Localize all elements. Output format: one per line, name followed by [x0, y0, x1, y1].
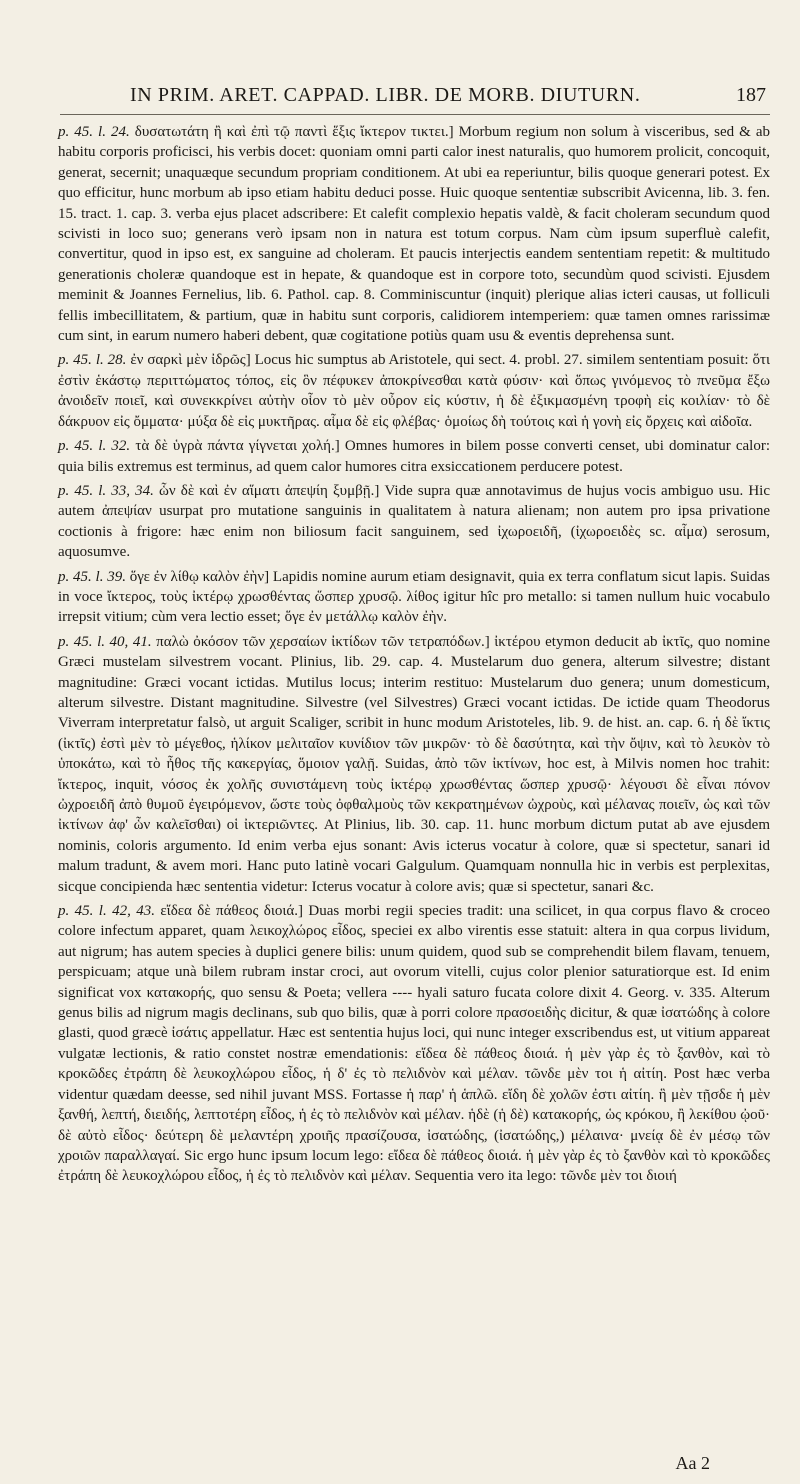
line-reference: p. 45. l. 28. — [58, 352, 127, 369]
line-reference: p. 45. l. 24. — [58, 124, 130, 140]
paragraph-text: τὰ δὲ ὑγρὰ πάντα γίγνεται χολή.] Omnes humores in bilem posse converti censet, ubi dominatur calor: quia bilis extremus est terminus, ad quem calor humores citra exsiccationem perducere potest. — [58, 438, 771, 475]
commentary-paragraph — [58, 436, 770, 477]
commentary-paragraph — [58, 122, 770, 346]
paragraph-text: ὧν δὲ καὶ ἐν αἵματι ἀπεψίη ξυμβῇ.] Vide supra quæ annotavimus de hujus vocis ambiguo usu. Hic autem ἀπεψίαν usurpat pro mutatione sanguinis in qualitatem à natura alienam; non autem pro ipsa privatione coctionis à frigore: hæc enim non biliosum facit sanguinem, sed ἰχωροειδῆ, (ἰχωροειδὲς sc. αἷμα) serosum, aquosumve. — [58, 482, 771, 561]
line-reference: p. 45. l. 32. — [58, 438, 131, 455]
line-reference: p. 45. l. 40, 41. — [58, 633, 152, 650]
paragraph-text: εἴδεα δὲ πάθεος διοιά.] Duas morbi regii species tradit: una scilicet, in qua corpus flavo & croceo colore infectum apparet, quam λεικοχλώρος εἶδος, speciei ex albo virentis esse statuit: altera in qua corpus lividum, aut nigrum; has autem species à duplici genere bilis: unum quidem, quod sub se comprehendit bilem flavam, tenuem, perspicuam; atque unà bilem rubram instar croci, aut ovorum vitelli, cujus color plenior saturatiorque est. Id enim significat vox κατακορής, quo sensu & Poeta; vellera ---- hyali saturo fucata colore dixit 4. Georg. v. 335. Alterum genus bilis ad nigrum magis declinans, sub quo bilis, quæ à porri colore πρασοειδὴς dicitur, & quæ ἰσατώδης à colore glasti, quod græcè ἰσάτις appellatur. Hæc est sententia hujus loci, qui nunc integer exscribendus est, ut vitium appareat vulgatæ lectionis, & ratio constet nostræ emendationis: εἴδεα δὲ πάθεος διοιά. ἡ μὲν γὰρ ἐς τὸ ξανθὸν, καὶ τὸ κροκῶδες ἐτράπη δὲ λευκοχλώρου εἶδος, ἡ δ' ἐς τὸ πελιδνὸν καὶ μέλαν. τῶνδε μὲν τοι ἡ αἰτίη. Post hæc verba videntur quædam deesse, sed nihil juvant MSS. Fortasse ἡ παρ' ἡ ἁπλῶ. εἴδη δὲ χολῶν ἐστι αἰτίη. ἣ μὲν τῇσδε ἡ μὲν ξανθή, λεπτή, διειδής, λεπτοτέρη εἶδος, ἡ ἐς τὸ πελιδνὸν καὶ μέλαν. ἡδὲ (ἡ δὲ) κατακορής, ὡς κρόκου, ἢ λεκίθου ᾠοῦ· δὲ αὐτὸ εἶδος· δεύτερη δὲ μελαντέρη χροιῆς πρασίζουσα, ἰσατώδης, (ἰσατώδης,) μέλαινα· μνείᾳ δὲ ἐν μέσῳ τῶν χροιῶν παραλλαγαί. Sic ergo hunc ipsum locum lego: εἴδεα δὲ πάθεος διοιά. ἡ μὲν γὰρ ἐς τὸ ξανθὸν καὶ τὸ κροκῶδες ἐτράπη δὲ λευκοχλώρου εἶδος, ἡ ἐς τὸ πελιδνὸν καὶ μέλαν. Sequentia vero ita lego: τῶνδε μὲν τοι διοιή — [58, 903, 770, 1185]
commentary-body — [58, 122, 770, 1191]
paragraph-text: ἐν σαρκὶ μὲν ἰδρῶς] Locus hic sumptus ab Aristotele, qui sect. 4. probl. 27. similem sententiam posuit: ὅτι ἐστὶν ἑκάστῳ περιττώματος τόπος, εἰς ὃν πέφυκεν ἀποκρίνεσθαι κατὰ φύσιν· καὶ ὅπως γινόμενος τὸ πνεῦμα ἔξω ἀνοιδεῖν ποιεῖ, καὶ συνεκκρίνει αὐτὴν οἷον τὸ μὲν οὖρον εἰς κύστιν, ἡ δὲ ἐξικμασμένη τροφὴ εἰς κοιλίαν· τὸ δὲ δάκρυον εἰς ὄμματα· μύξα δὲ εἰς μυκτῆρας. αἷμα δὲ εἰς φλέβας· ὁμοίως δὴ τούτοις καὶ ἡ γονὴ εἰς ὄρχεις καὶ αἰδοῖα. — [58, 352, 771, 430]
signature-mark: Aa 2 — [675, 1453, 710, 1473]
line-reference: p. 45. l. 39. — [58, 568, 126, 585]
commentary-paragraph — [58, 632, 770, 897]
paragraph-text: δυσατωτάτη ἢ καὶ ἐπὶ τῷ παντὶ ἕξις ἴκτερον τικτει.] Morbum regium non solum à visceribus, sed & ab habitu corporis proficisci, his verbis docet: quoniam omni parti calor inest naturalis, quo humorem prolicit, concoquit, generat, secernit; unaquæque secundum propriam conditionem. At ubi ea reperiuntur, bilis quoque generari potest. Ex quo efficitur, hunc morbum ab ipso etiam habitu deduci posse. Huic quoque sententiæ subscribit Avicenna, lib. 3. fen. 15. tract. 1. cap. 3. verba ejus placet adscribere: Et calefit complexio hepatis valdè, & facit choleram secundum quod scivisti in loco suo; generans verò ipsam non in natura est totum corpus. Nam cùm ipsum superfluè calefit, convertitur, quod in ipso est, ex sanguine ad choleram. Et paucis interjectis eandem sententiam repetit: & multitudo generationis choleræ quandoque est in hepate, & quandoque est in corpore toto, secundùm quod scivisti. Ejusdem meminit & Joannes Fernelius, lib. 6. Pathol. cap. 8. Comminiscuntur (inquit) plerique alias icteri causas, ut folliculi fellis imbecillitatem, & partium, quæ in habitu sunt corporis, calidiorem intemperiem: quæ tamen omnes rarissimæ cum sint, in earum numero haberi debent, quæ cogitatione potiùs quam usu & eventis deprehensa sunt. — [58, 124, 771, 345]
commentary-paragraph — [58, 481, 770, 563]
line-reference: p. 45. l. 42, 43. — [58, 903, 155, 920]
commentary-paragraph — [58, 567, 770, 628]
paragraph-text: ὅγε ἐν λίθῳ καλὸν ἐὴν] Lapidis nomine aurum etiam designavit, quia ex terra conflatum sicut lapis. Suidas in voce ἴκτερος, τοὺς ἰκτέρῳ χρωσθέντας ὥσπερ χρυσῷ. λίθος igitur hîc pro metallo: si tamen nullum huic vocabulo irrepsit vitium; cùm vera lectio esset; ὅγε ἐν μετάλλῳ καλὸν ἐὴν. — [58, 568, 770, 626]
paragraph-text: παλὼ ὀκόσον τῶν χερσαίων ἰκτίδων τῶν τετραπόδων.] ἰκτέρου etymon deducit ab ἰκτῖς, quo nomine Græci mustelam silvestrem vocant. Plinius, lib. 29. cap. 4. Mustelarum duo genera, alterum silvestre; distant magnitudine: Græci vocant ictidas. Mutilus locus; interim restituo: Mustelarum duo genera; unum domesticum, alterum silvestre. Distant magnitudine. Silvestre (vel Silvestres) Græci vocant ictidas. De ictide quam Theodorus Viverram interpretatur falsò, ut arguit Scaliger, scribit in hunc modum Aristoteles, lib. 9. de hist. an. cap. 6. ἡ δὲ ἴκτις (ἰκτῖς) ἐστὶ μὲν τὸ μέγεθος, ἡλίκον μελιταῖον κυνίδιον τῶν μικρῶν· τὸ δὲ δασύτητα, καὶ τὴν ὄψιν, καὶ τὸ λευκὸν τὸ ὑποκάτω, καὶ τὸ ἦθος τῆς κακεργίας, ὅμοιον γαλῇ. Suidas, ἀπὸ τῶν ἰκτίνων, hoc est, à Milvis nomen hoc trahit: ἴκτερος, inquit, νόσος ἐκ χολῆς συνιστάμενη τοὺς ἰκτέρῳ χρωσθέντας ὥσπερ χρυσῷ· λέγουσι δὲ εἶναι πόνον ὠχροειδῆ ἀπὸ θυμοῦ ἐγειρόμενον, ὥστε τοὺς ὀφθαλμοὺς τῶν κεκρατημένων ὠχροὺς, καὶ μέλανας ποιεῖν, ὡς καὶ τῶν ἰκτίνων ἀφ' ὧν καλεῖσθαι) οἱ ἰκτεριῶντες. At Plinius, lib. 30. cap. 11. hunc morbum dictum putat ab ave ejusdem nominis, coloris argumento. Id enim verba ejus sonant: Avis icterus vocatur à colore, quæ si spectetur, sanari id malum tradunt, & avem mori. Hanc puto latinè vocari Galgulum. Quamquam nonnulla hic in verbis est perplexitas, sicque concipienda hæc sententia videtur: Icterus vocatur à colore avis; quæ si spectetur, sanari &c. — [58, 633, 771, 895]
page-header — [60, 84, 770, 115]
commentary-paragraph — [58, 901, 770, 1187]
page-number: 187 — [736, 84, 766, 106]
line-reference: p. 45. l. 33, 34. — [58, 482, 154, 499]
running-title: IN PRIM. ARET. CAPPAD. LIBR. DE MORB. DIUTURN. — [130, 84, 641, 106]
commentary-paragraph — [58, 350, 770, 432]
